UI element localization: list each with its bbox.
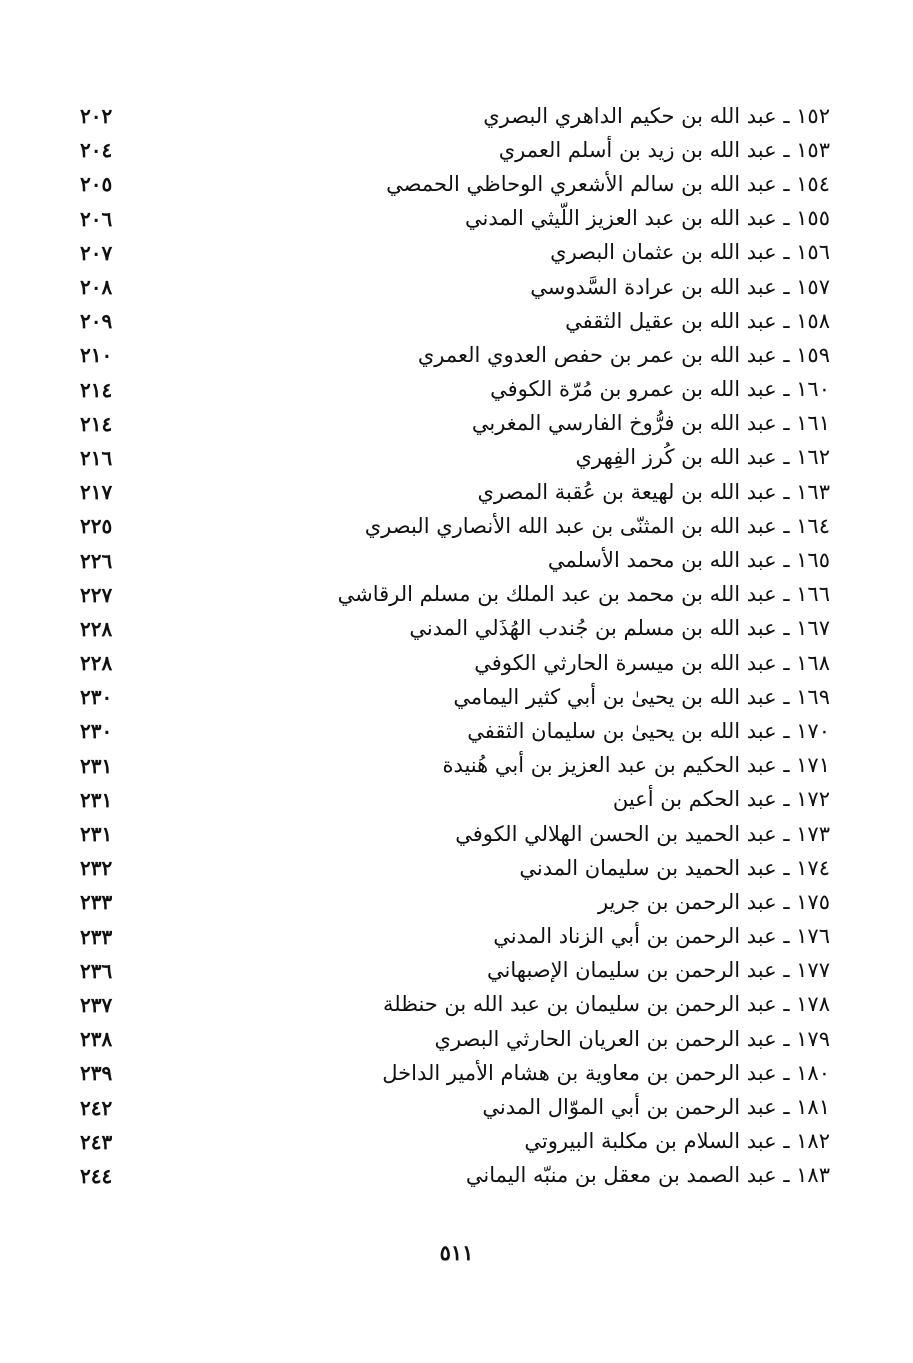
- toc-entry-page: ٢٣١: [80, 787, 113, 812]
- toc-entry: [70, 441, 830, 475]
- toc-entry: [70, 885, 830, 919]
- toc-entry-page: ٢٠٩: [80, 309, 113, 334]
- toc-entry-page: ٢٢٥: [80, 514, 113, 539]
- toc-entry: [70, 543, 830, 577]
- toc-entry: [70, 714, 830, 748]
- toc-entry-title: ١٧٨ ـ عبد الرحمن بن سليمان بن عبد الله بن حنظلة: [383, 992, 830, 1017]
- toc-entry-title: ١٦٨ ـ عبد الله بن ميسرة الحارثي الكوفي: [474, 650, 830, 675]
- toc-entry-title: ١٦٤ ـ عبد الله بن المثنّى بن عبد الله الأنصاري البصري: [364, 513, 830, 538]
- toc-entry-title: ١٦٦ ـ عبد الله بن محمد بن عبد الملك بن مسلم الرقاشي: [337, 582, 830, 607]
- toc-entry-title: ١٦٥ ـ عبد الله بن محمد الأسلمي: [547, 548, 830, 573]
- toc-entry-page: ٢٠٦: [80, 206, 113, 231]
- toc-entry: [70, 1056, 830, 1090]
- toc-entry-page: ٢٣٢: [80, 856, 113, 881]
- toc-entry-title: ١٥٥ ـ عبد الله بن عبد العزيز اللّيثي المدني: [465, 206, 830, 231]
- toc-entry-title: ١٧٩ ـ عبد الرحمن بن العريان الحارثي البصري: [434, 1026, 830, 1051]
- toc-entry-page: ٢٣٣: [80, 890, 113, 915]
- toc-entry-title: ١٦٢ ـ عبد الله بن كُرز الفِهري: [575, 445, 830, 470]
- toc-entry: [70, 509, 830, 543]
- toc-entry-page: ٢٣٦: [80, 958, 113, 983]
- toc-entry-title: ١٦٠ ـ عبد الله بن عمرو بن مُرّة الكوفي: [490, 377, 830, 402]
- toc-entry: [70, 954, 830, 988]
- toc-entry-page: ٢٠٨: [80, 275, 113, 300]
- toc-entry-title: ١٨١ ـ عبد الرحمن بن أبي الموّال المدني: [482, 1095, 830, 1120]
- toc-entry-page: ٢١٦: [80, 445, 113, 470]
- toc-entry-title: ١٨٠ ـ عبد الرحمن بن معاوية بن هشام الأمير الداخل: [382, 1060, 830, 1085]
- toc-entry-title: ١٥٨ ـ عبد الله بن عقيل الثقفي: [565, 308, 830, 333]
- toc-entry: [70, 612, 830, 646]
- toc-entry: [70, 270, 830, 304]
- toc-entry-page: ٢١٤: [80, 377, 113, 402]
- toc-entry-title: ١٧٢ ـ عبد الحكم بن أعين: [612, 787, 830, 812]
- toc-entry: [70, 1125, 830, 1159]
- toc-entry-title: ١٨٣ ـ عبد الصمد بن معقل بن منبّه اليماني: [465, 1163, 830, 1188]
- page-number: ٥١١: [439, 1240, 474, 1265]
- toc-entry: [70, 1090, 830, 1124]
- toc-entry: [70, 167, 830, 201]
- toc-entry-page: ٢٣١: [80, 753, 113, 778]
- toc-entry-page: ٢٣٨: [80, 1027, 113, 1052]
- toc-entry-title: ١٧٤ ـ عبد الحميد بن سليمان المدني: [519, 855, 830, 880]
- toc-entry: [70, 851, 830, 885]
- toc-entry: [70, 407, 830, 441]
- toc-entry-title: ١٦٧ ـ عبد الله بن مسلم بن جُندب الهُذَلي المدني: [409, 616, 830, 641]
- toc-entry-title: ١٧٠ ـ عبد الله بن يحيىٰ بن سليمان الثقفي: [467, 718, 830, 743]
- toc-entry-page: ٢٣٣: [80, 924, 113, 949]
- toc-entry: [70, 783, 830, 817]
- toc-entry-title: ١٧٥ ـ عبد الرحمن بن جرير: [597, 889, 830, 914]
- toc-entry-title: ١٧٣ ـ عبد الحميد بن الحسن الهلالي الكوفي: [455, 821, 830, 846]
- toc-entry-title: ١٦٣ ـ عبد الله بن لهيعة بن عُقبة المصري: [477, 479, 830, 504]
- toc-entry-page: ٢٢٨: [80, 616, 113, 641]
- toc-entry: [70, 99, 830, 133]
- toc-entry-page: ٢٣٠: [80, 685, 113, 710]
- toc-entry: [70, 373, 830, 407]
- toc-entry-page: ٢٤٤: [80, 1163, 113, 1188]
- toc-entry-page: ٢٤٢: [80, 1095, 113, 1120]
- toc-entry: [70, 578, 830, 612]
- toc-entry: [70, 304, 830, 338]
- toc-entry: [70, 133, 830, 167]
- toc-entry-page: ٢٤٣: [80, 1129, 113, 1154]
- toc-entry-title: ١٥٦ ـ عبد الله بن عثمان البصري: [550, 240, 830, 265]
- toc-entry-page: ٢١٠: [80, 343, 113, 368]
- toc-entry-title: ١٦١ ـ عبد الله بن فرُّوخ الفارسي المغربي: [471, 411, 830, 436]
- toc-entry: [70, 475, 830, 509]
- toc-entry-title: ١٥٩ ـ عبد الله بن عمر بن حفص العدوي العمري: [417, 342, 830, 367]
- toc-entry: [70, 1159, 830, 1193]
- toc-entry-page: ٢٢٨: [80, 651, 113, 676]
- toc-entry: [70, 1022, 830, 1056]
- toc-entry-page: ٢٠٥: [80, 172, 113, 197]
- toc-entry-title: ١٧٦ ـ عبد الرحمن بن أبي الزناد المدني: [493, 924, 830, 949]
- toc-entry-page: ٢٢٧: [80, 582, 113, 607]
- toc-entry-title: ١٧١ ـ عبد الحكيم بن عبد العزيز بن أبي هُنيدة: [442, 753, 830, 778]
- toc-entry-page: ٢٠٤: [80, 138, 113, 163]
- toc-entry: [70, 338, 830, 372]
- toc-entry-page: ٢٣١: [80, 822, 113, 847]
- toc-entry-title: ١٦٩ ـ عبد الله بن يحيىٰ بن أبي كثير اليمامي: [453, 684, 830, 709]
- toc-entry-page: ٢١٧: [80, 480, 113, 505]
- toc-entry-page: ٢٠٧: [80, 240, 113, 265]
- toc-entry-page: ٢١٤: [80, 411, 113, 436]
- toc-entry-title: ١٥٧ ـ عبد الله بن عرادة السَّدوسي: [530, 274, 830, 299]
- toc-entry-title: ١٧٧ ـ عبد الرحمن بن سليمان الإصبهاني: [487, 958, 830, 983]
- toc-entry-page: ٢٣٩: [80, 1061, 113, 1086]
- toc-entry: [70, 202, 830, 236]
- toc-entry-title: ١٥٣ ـ عبد الله بن زيد بن أسلم العمري: [498, 137, 830, 162]
- table-of-contents: [70, 99, 830, 1193]
- toc-entry-page: ٢٣٧: [80, 992, 113, 1017]
- toc-entry: [70, 646, 830, 680]
- toc-entry: [70, 988, 830, 1022]
- toc-entry: [70, 920, 830, 954]
- toc-entry-page: ٢٣٠: [80, 719, 113, 744]
- toc-entry-title: ١٨٢ ـ عبد السلام بن مكلبة البيروتي: [524, 1129, 830, 1154]
- toc-entry-page: ٢٠٢: [80, 104, 113, 129]
- toc-entry: [70, 680, 830, 714]
- toc-entry-title: ١٥٢ ـ عبد الله بن حكيم الداهري البصري: [483, 103, 830, 128]
- toc-entry: [70, 817, 830, 851]
- toc-entry-title: ١٥٤ ـ عبد الله بن سالم الأشعري الوحاظي الحمصي: [386, 171, 830, 196]
- toc-entry: [70, 236, 830, 270]
- toc-entry: [70, 749, 830, 783]
- toc-entry-page: ٢٢٦: [80, 548, 113, 573]
